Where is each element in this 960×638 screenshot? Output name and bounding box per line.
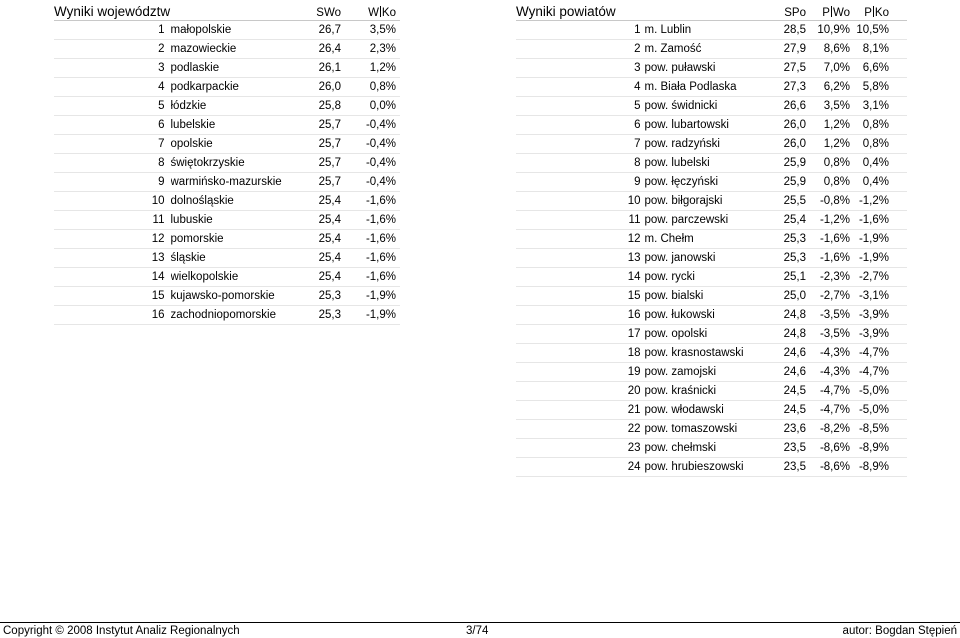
county-row-a-cell: 25,3	[773, 249, 806, 268]
county-row-idx-cell: 18	[516, 344, 645, 363]
county-row-name-cell: pow. krasnostawski	[645, 344, 774, 363]
voivodeship-row-a-cell: 25,7	[287, 154, 341, 173]
county-row-name-cell: pow. tomaszowski	[645, 420, 774, 439]
county-row-c-cell: -5,0%	[850, 401, 907, 420]
county-row-a-cell: 25,5	[773, 192, 806, 211]
county-row-a-cell: 25,1	[773, 268, 806, 287]
voivodeship-row-a-cell: 25,4	[287, 211, 341, 230]
county-row-a-cell: 27,5	[773, 59, 806, 78]
county-row-b-cell: -3,5%	[806, 306, 850, 325]
county-row-a-cell: 25,0	[773, 287, 806, 306]
county-row-c-cell: -2,7%	[850, 268, 907, 287]
county-row-c-cell: -1,9%	[850, 249, 907, 268]
county-row-name-cell: pow. bialski	[645, 287, 774, 306]
county-col-pwo-part1: P	[822, 7, 830, 19]
county-row-idx-cell: 11	[516, 211, 645, 230]
voivodeship-row-idx-cell: 15	[54, 287, 171, 306]
county-row-name-cell: pow. biłgorajski	[645, 192, 774, 211]
county-row-c-cell: -5,0%	[850, 382, 907, 401]
page-number: 3/74	[466, 625, 489, 637]
voivodeship-row-idx-cell: 6	[54, 116, 171, 135]
county-row-a-cell: 24,8	[773, 325, 806, 344]
county-table-title: Wyniki powiatów	[516, 0, 773, 21]
county-row-b-cell: 10,9%	[806, 21, 850, 40]
county-results-table	[516, 0, 907, 477]
voivodeship-row	[54, 211, 400, 230]
county-table-header	[516, 0, 907, 21]
county-row-c-cell: 6,6%	[850, 59, 907, 78]
county-row-a-cell: 25,4	[773, 211, 806, 230]
voivodeship-table-header	[54, 0, 400, 21]
voivodeship-row	[54, 230, 400, 249]
voivodeship-row-b-cell: 0,0%	[341, 97, 400, 116]
county-row-b-cell: 7,0%	[806, 59, 850, 78]
county-row-name-cell: pow. janowski	[645, 249, 774, 268]
voivodeship-row-b-cell: -1,6%	[341, 211, 400, 230]
county-row-idx-cell: 17	[516, 325, 645, 344]
voivodeship-row	[54, 59, 400, 78]
voivodeship-row-name-cell: małopolskie	[171, 21, 288, 40]
county-row	[516, 192, 907, 211]
column-separator	[873, 6, 874, 17]
voivodeship-row-name-cell: podlaskie	[171, 59, 288, 78]
county-row-a-cell: 23,6	[773, 420, 806, 439]
county-col-pko	[850, 0, 907, 21]
voivodeship-row-b-cell: 3,5%	[341, 21, 400, 40]
county-row-a-cell: 23,5	[773, 439, 806, 458]
voivodeship-row-b-cell: 0,8%	[341, 78, 400, 97]
voivodeship-row	[54, 268, 400, 287]
voivodeship-row-idx-cell: 13	[54, 249, 171, 268]
county-row-idx-cell: 23	[516, 439, 645, 458]
county-row-name-cell: pow. łukowski	[645, 306, 774, 325]
voivodeship-row-idx-cell: 4	[54, 78, 171, 97]
county-row-a-cell: 24,6	[773, 363, 806, 382]
county-row-idx-cell: 12	[516, 230, 645, 249]
county-row-b-cell: -2,3%	[806, 268, 850, 287]
voivodeship-row	[54, 97, 400, 116]
voivodeship-row-name-cell: kujawsko-pomorskie	[171, 287, 288, 306]
county-row-b-cell: -4,3%	[806, 363, 850, 382]
voivodeship-col-wko	[341, 0, 400, 21]
voivodeship-row-b-cell: -1,6%	[341, 268, 400, 287]
county-row-name-cell: pow. radzyński	[645, 135, 774, 154]
county-row-c-cell: 0,8%	[850, 135, 907, 154]
copyright-text: Copyright © 2008 Instytut Analiz Regionalnych	[3, 625, 240, 637]
county-col-pko-part2: Ko	[874, 7, 889, 19]
voivodeship-row-name-cell: mazowieckie	[171, 40, 288, 59]
voivodeship-row-name-cell: lubelskie	[171, 116, 288, 135]
county-row-idx-cell: 16	[516, 306, 645, 325]
county-row	[516, 59, 907, 78]
county-row	[516, 287, 907, 306]
county-row	[516, 382, 907, 401]
county-row-idx-cell: 13	[516, 249, 645, 268]
county-col-pko-part1: P	[864, 7, 872, 19]
county-row-c-cell: -8,9%	[850, 439, 907, 458]
voivodeship-row-b-cell: -1,9%	[341, 287, 400, 306]
voivodeship-row	[54, 40, 400, 59]
voivodeship-row-idx-cell: 14	[54, 268, 171, 287]
county-row	[516, 135, 907, 154]
county-row	[516, 230, 907, 249]
county-row-name-cell: pow. lubelski	[645, 154, 774, 173]
county-row-c-cell: 10,5%	[850, 21, 907, 40]
county-row-name-cell: m. Biała Podlaska	[645, 78, 774, 97]
county-row-b-cell: -4,3%	[806, 344, 850, 363]
county-row-name-cell: pow. puławski	[645, 59, 774, 78]
voivodeship-row-a-cell: 25,7	[287, 135, 341, 154]
voivodeship-row-name-cell: podkarpackie	[171, 78, 288, 97]
voivodeship-row-a-cell: 26,4	[287, 40, 341, 59]
county-row-c-cell: -4,7%	[850, 344, 907, 363]
county-row-a-cell: 27,9	[773, 40, 806, 59]
voivodeship-row	[54, 78, 400, 97]
voivodeship-row-idx-cell: 3	[54, 59, 171, 78]
county-row	[516, 116, 907, 135]
voivodeship-row-name-cell: pomorskie	[171, 230, 288, 249]
county-row-name-cell: pow. kraśnicki	[645, 382, 774, 401]
county-row-name-cell: pow. lubartowski	[645, 116, 774, 135]
county-row-idx-cell: 5	[516, 97, 645, 116]
county-row-c-cell: -3,9%	[850, 306, 907, 325]
county-row-c-cell: -3,1%	[850, 287, 907, 306]
voivodeship-col-swo: SWo	[287, 0, 341, 21]
county-row-a-cell: 26,6	[773, 97, 806, 116]
county-row-idx-cell: 2	[516, 40, 645, 59]
voivodeship-table-title: Wyniki województw	[54, 0, 287, 21]
county-row-idx-cell: 6	[516, 116, 645, 135]
voivodeship-row-name-cell: dolnośląskie	[171, 192, 288, 211]
voivodeship-row-a-cell: 25,4	[287, 230, 341, 249]
county-row-idx-cell: 19	[516, 363, 645, 382]
page-footer	[0, 622, 960, 638]
county-row-c-cell: 8,1%	[850, 40, 907, 59]
county-row-name-cell: pow. hrubieszowski	[645, 458, 774, 477]
county-row-name-cell: m. Chełm	[645, 230, 774, 249]
county-row-b-cell: -8,6%	[806, 458, 850, 477]
county-row-idx-cell: 15	[516, 287, 645, 306]
voivodeship-row-b-cell: -1,6%	[341, 230, 400, 249]
author-text: autor: Bogdan Stępień	[842, 625, 957, 637]
voivodeship-row	[54, 192, 400, 211]
county-row-idx-cell: 10	[516, 192, 645, 211]
county-row-c-cell: 0,8%	[850, 116, 907, 135]
county-col-pwo	[806, 0, 850, 21]
county-row-idx-cell: 24	[516, 458, 645, 477]
county-row	[516, 344, 907, 363]
county-row-idx-cell: 3	[516, 59, 645, 78]
voivodeship-row-b-cell: -0,4%	[341, 154, 400, 173]
county-row-a-cell: 25,3	[773, 230, 806, 249]
column-separator	[380, 6, 381, 17]
county-row-b-cell: -1,6%	[806, 249, 850, 268]
county-row-c-cell: -1,6%	[850, 211, 907, 230]
county-row-b-cell: -4,7%	[806, 382, 850, 401]
county-row	[516, 40, 907, 59]
voivodeship-row-b-cell: -0,4%	[341, 116, 400, 135]
county-row-b-cell: -4,7%	[806, 401, 850, 420]
voivodeship-row-idx-cell: 1	[54, 21, 171, 40]
county-row-b-cell: 3,5%	[806, 97, 850, 116]
voivodeship-row-name-cell: opolskie	[171, 135, 288, 154]
county-row-name-cell: m. Zamość	[645, 40, 774, 59]
county-row	[516, 363, 907, 382]
voivodeship-row-idx-cell: 12	[54, 230, 171, 249]
voivodeship-row-a-cell: 26,0	[287, 78, 341, 97]
county-row-b-cell: 0,8%	[806, 154, 850, 173]
voivodeship-row	[54, 173, 400, 192]
voivodeship-row-idx-cell: 9	[54, 173, 171, 192]
county-row-idx-cell: 20	[516, 382, 645, 401]
county-row	[516, 458, 907, 477]
county-row-a-cell: 26,0	[773, 116, 806, 135]
voivodeship-row-a-cell: 25,3	[287, 287, 341, 306]
county-row-a-cell: 24,5	[773, 382, 806, 401]
county-row	[516, 401, 907, 420]
county-row-a-cell: 27,3	[773, 78, 806, 97]
county-row-b-cell: 0,8%	[806, 173, 850, 192]
county-row-a-cell: 26,0	[773, 135, 806, 154]
county-row-b-cell: 1,2%	[806, 116, 850, 135]
county-row	[516, 78, 907, 97]
county-row	[516, 21, 907, 40]
county-row-name-cell: pow. rycki	[645, 268, 774, 287]
voivodeship-row-name-cell: warmińsko-mazurskie	[171, 173, 288, 192]
county-row-idx-cell: 1	[516, 21, 645, 40]
county-row-b-cell: -1,2%	[806, 211, 850, 230]
county-row-c-cell: -8,9%	[850, 458, 907, 477]
voivodeship-row-idx-cell: 10	[54, 192, 171, 211]
county-row	[516, 325, 907, 344]
voivodeship-row-b-cell: 1,2%	[341, 59, 400, 78]
county-row	[516, 439, 907, 458]
county-col-pwo-part2: Wo	[832, 7, 850, 19]
county-row-name-cell: m. Lublin	[645, 21, 774, 40]
county-row-a-cell: 24,5	[773, 401, 806, 420]
county-row-b-cell: 6,2%	[806, 78, 850, 97]
county-row-a-cell: 24,8	[773, 306, 806, 325]
county-row-a-cell: 25,9	[773, 154, 806, 173]
voivodeship-row	[54, 249, 400, 268]
county-row-name-cell: pow. włodawski	[645, 401, 774, 420]
county-row-c-cell: -4,7%	[850, 363, 907, 382]
county-row-idx-cell: 4	[516, 78, 645, 97]
county-row-b-cell: -0,8%	[806, 192, 850, 211]
voivodeship-col-wko-part1: W	[368, 7, 379, 19]
county-row-idx-cell: 21	[516, 401, 645, 420]
county-row-a-cell: 25,9	[773, 173, 806, 192]
county-row-a-cell: 28,5	[773, 21, 806, 40]
county-row-c-cell: -8,5%	[850, 420, 907, 439]
voivodeship-row-a-cell: 25,7	[287, 116, 341, 135]
county-row	[516, 211, 907, 230]
voivodeship-row-a-cell: 25,4	[287, 249, 341, 268]
voivodeship-row-b-cell: -1,9%	[341, 306, 400, 325]
column-separator	[831, 6, 832, 17]
county-row-c-cell: 0,4%	[850, 173, 907, 192]
county-row-a-cell: 23,5	[773, 458, 806, 477]
voivodeship-row-name-cell: śląskie	[171, 249, 288, 268]
voivodeship-row-b-cell: 2,3%	[341, 40, 400, 59]
voivodeship-row	[54, 306, 400, 325]
county-row-c-cell: 5,8%	[850, 78, 907, 97]
voivodeship-row-idx-cell: 8	[54, 154, 171, 173]
voivodeship-row-a-cell: 26,7	[287, 21, 341, 40]
voivodeship-row-a-cell: 25,8	[287, 97, 341, 116]
county-row-b-cell: -2,7%	[806, 287, 850, 306]
county-row-c-cell: -3,9%	[850, 325, 907, 344]
county-row-b-cell: -3,5%	[806, 325, 850, 344]
county-row-name-cell: pow. chełmski	[645, 439, 774, 458]
voivodeship-row	[54, 116, 400, 135]
voivodeship-results-table	[54, 0, 400, 325]
voivodeship-row	[54, 21, 400, 40]
county-row-idx-cell: 14	[516, 268, 645, 287]
county-row-name-cell: pow. zamojski	[645, 363, 774, 382]
county-row-b-cell: 1,2%	[806, 135, 850, 154]
county-row	[516, 306, 907, 325]
county-row	[516, 173, 907, 192]
voivodeship-row-b-cell: -1,6%	[341, 249, 400, 268]
county-row	[516, 97, 907, 116]
county-row-b-cell: -8,6%	[806, 439, 850, 458]
voivodeship-row-a-cell: 25,3	[287, 306, 341, 325]
county-row-b-cell: 8,6%	[806, 40, 850, 59]
voivodeship-row-name-cell: lubuskie	[171, 211, 288, 230]
county-row-name-cell: pow. opolski	[645, 325, 774, 344]
county-row-idx-cell: 8	[516, 154, 645, 173]
voivodeship-row-a-cell: 25,7	[287, 173, 341, 192]
voivodeship-row-a-cell: 25,4	[287, 192, 341, 211]
voivodeship-row-idx-cell: 11	[54, 211, 171, 230]
voivodeship-row-idx-cell: 5	[54, 97, 171, 116]
county-row-b-cell: -1,6%	[806, 230, 850, 249]
voivodeship-row-b-cell: -0,4%	[341, 135, 400, 154]
county-row-idx-cell: 7	[516, 135, 645, 154]
county-row-idx-cell: 22	[516, 420, 645, 439]
county-row-c-cell: -1,9%	[850, 230, 907, 249]
county-row-c-cell: 3,1%	[850, 97, 907, 116]
county-row-name-cell: pow. świdnicki	[645, 97, 774, 116]
county-row-b-cell: -8,2%	[806, 420, 850, 439]
county-col-spo: SPo	[773, 0, 806, 21]
voivodeship-row-idx-cell: 2	[54, 40, 171, 59]
voivodeship-row-a-cell: 26,1	[287, 59, 341, 78]
voivodeship-row-name-cell: wielkopolskie	[171, 268, 288, 287]
voivodeship-row-b-cell: -1,6%	[341, 192, 400, 211]
voivodeship-row-idx-cell: 7	[54, 135, 171, 154]
county-row-c-cell: 0,4%	[850, 154, 907, 173]
voivodeship-col-wko-part2: Ko	[381, 7, 396, 19]
county-row	[516, 420, 907, 439]
voivodeship-row-name-cell: świętokrzyskie	[171, 154, 288, 173]
voivodeship-row	[54, 135, 400, 154]
county-row-idx-cell: 9	[516, 173, 645, 192]
voivodeship-row-b-cell: -0,4%	[341, 173, 400, 192]
voivodeship-row-a-cell: 25,4	[287, 268, 341, 287]
county-row-a-cell: 24,6	[773, 344, 806, 363]
county-row-name-cell: pow. parczewski	[645, 211, 774, 230]
county-row	[516, 154, 907, 173]
voivodeship-row-name-cell: zachodniopomorskie	[171, 306, 288, 325]
county-row	[516, 268, 907, 287]
voivodeship-row-name-cell: łódzkie	[171, 97, 288, 116]
county-row-name-cell: pow. łęczyński	[645, 173, 774, 192]
voivodeship-row	[54, 154, 400, 173]
voivodeship-row-idx-cell: 16	[54, 306, 171, 325]
county-row	[516, 249, 907, 268]
voivodeship-row	[54, 287, 400, 306]
county-row-c-cell: -1,2%	[850, 192, 907, 211]
